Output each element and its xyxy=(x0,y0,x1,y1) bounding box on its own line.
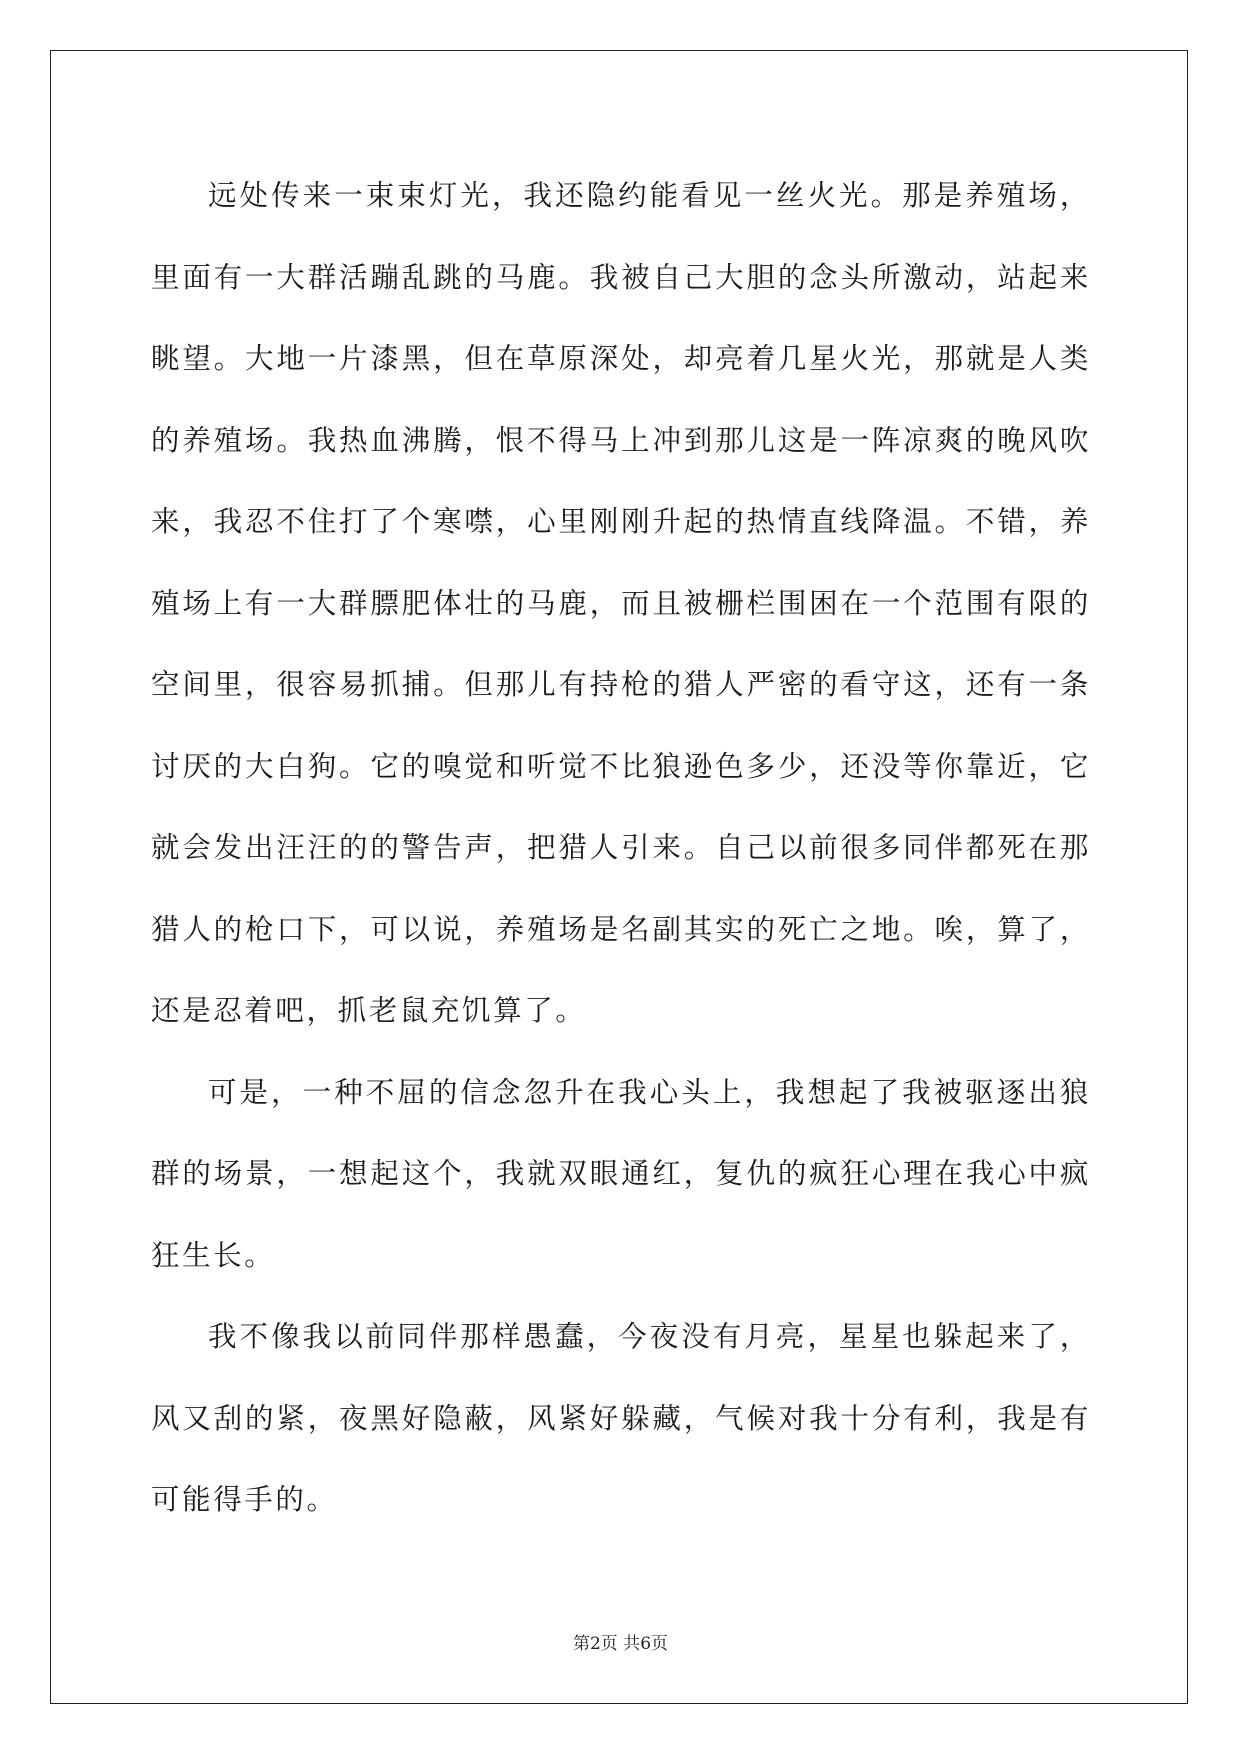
document-body xyxy=(151,155,1091,1541)
paragraph-1: 远处传来一束束灯光，我还隐约能看见一丝火光。那是养殖场，里面有一大群活蹦乱跳的马鹿。我被自己大胆的念头所激动，站起来眺望。大地一片漆黑，但在草原深处，却亮着几星火光，那就是人类的养殖场。我热血沸腾，恨不得马上冲到那儿这是一阵凉爽的晚风吹来，我忍不住打了个寒噤，心里刚刚升起的热情直线降温。不错，养殖场上有一大群膘肥体壮的马鹿，而且被栅栏围困在一个范围有限的空间里，很容易抓捕。但那儿有持枪的猎人严密的看守这，还有一条讨厌的大白狗。它的嗅觉和听觉不比狼逊色多少，还没等你靠近，它就会发出汪汪的的警告声，把猎人引来。自己以前很多同伴都死在那猎人的枪口下，可以说，养殖场是名副其实的死亡之地。唉，算了，还是忍着吧，抓老鼠充饥算了。 xyxy=(151,179,1091,1027)
page-number: 第2页 共6页 xyxy=(572,1634,669,1654)
paragraph-3: 我不像我以前同伴那样愚蠢，今夜没有月亮，星星也躲起来了，风又刮的紧，夜黑好隐蔽，风紧好躲藏，气候对我十分有利，我是有可能得手的。 xyxy=(151,1320,1091,1516)
paragraph-2: 可是，一种不屈的信念忽升在我心头上，我想起了我被驱逐出狼群的场景，一想起这个，我就双眼通红，复仇的疯狂心理在我心中疯狂生长。 xyxy=(151,1075,1091,1272)
